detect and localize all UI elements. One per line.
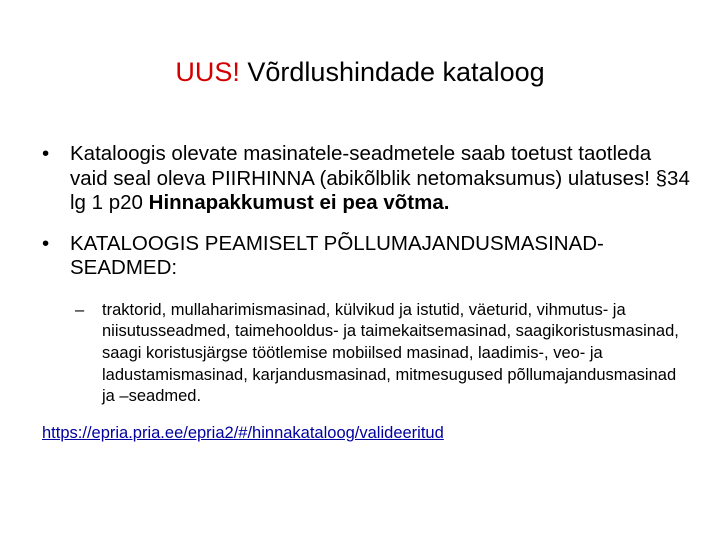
slide-content (40, 142, 690, 444)
sub-bullet-text: traktorid, mullaharimismasinad, külvikud ja istutid, väeturid, vihmutus- ja niisutusseadmed, taimehooldus- ja taimekaitsemasinad, saagikoristusmasinad, saagi koristusjärgse töötlemise mobiilsed masinad, laadimis-, veo- ja ladustamismasinad, karjandusmasinad, mitmesugused põllumajandusmasinad ja –seadmed. (102, 300, 679, 406)
bullet-item-1 (40, 142, 690, 216)
sub-bullet-item (75, 300, 682, 409)
title-new-badge: UUS! (175, 57, 240, 87)
bullet-dot-icon: • (42, 142, 50, 165)
bullet-1-bold-text: Hinnapakkumust ei pea võtma. (148, 191, 450, 214)
bullet-item-2 (40, 232, 690, 281)
title-text: Võrdlushindade kataloog (247, 57, 545, 87)
sub-bullet-dash-icon: – (75, 300, 85, 319)
catalog-link[interactable]: https://epria.pria.ee/epria2/#/hinnakataloog/valideeritud (42, 424, 444, 443)
bullet-2-text: KATALOOGIS PEAMISELT PÕLLUMAJANDUSMASINAD-SEADMED: (70, 231, 604, 279)
bullet-dot-icon: • (42, 231, 50, 255)
bullet-1-text: Kataloogis olevate masinatele-seadmetele saab toetust taotleda vaid seal oleva PIIRHINNA (abikõlblik netomaksumus) ulatuses! §34 lg 1 p20 (70, 142, 690, 214)
slide-title (0, 52, 720, 92)
